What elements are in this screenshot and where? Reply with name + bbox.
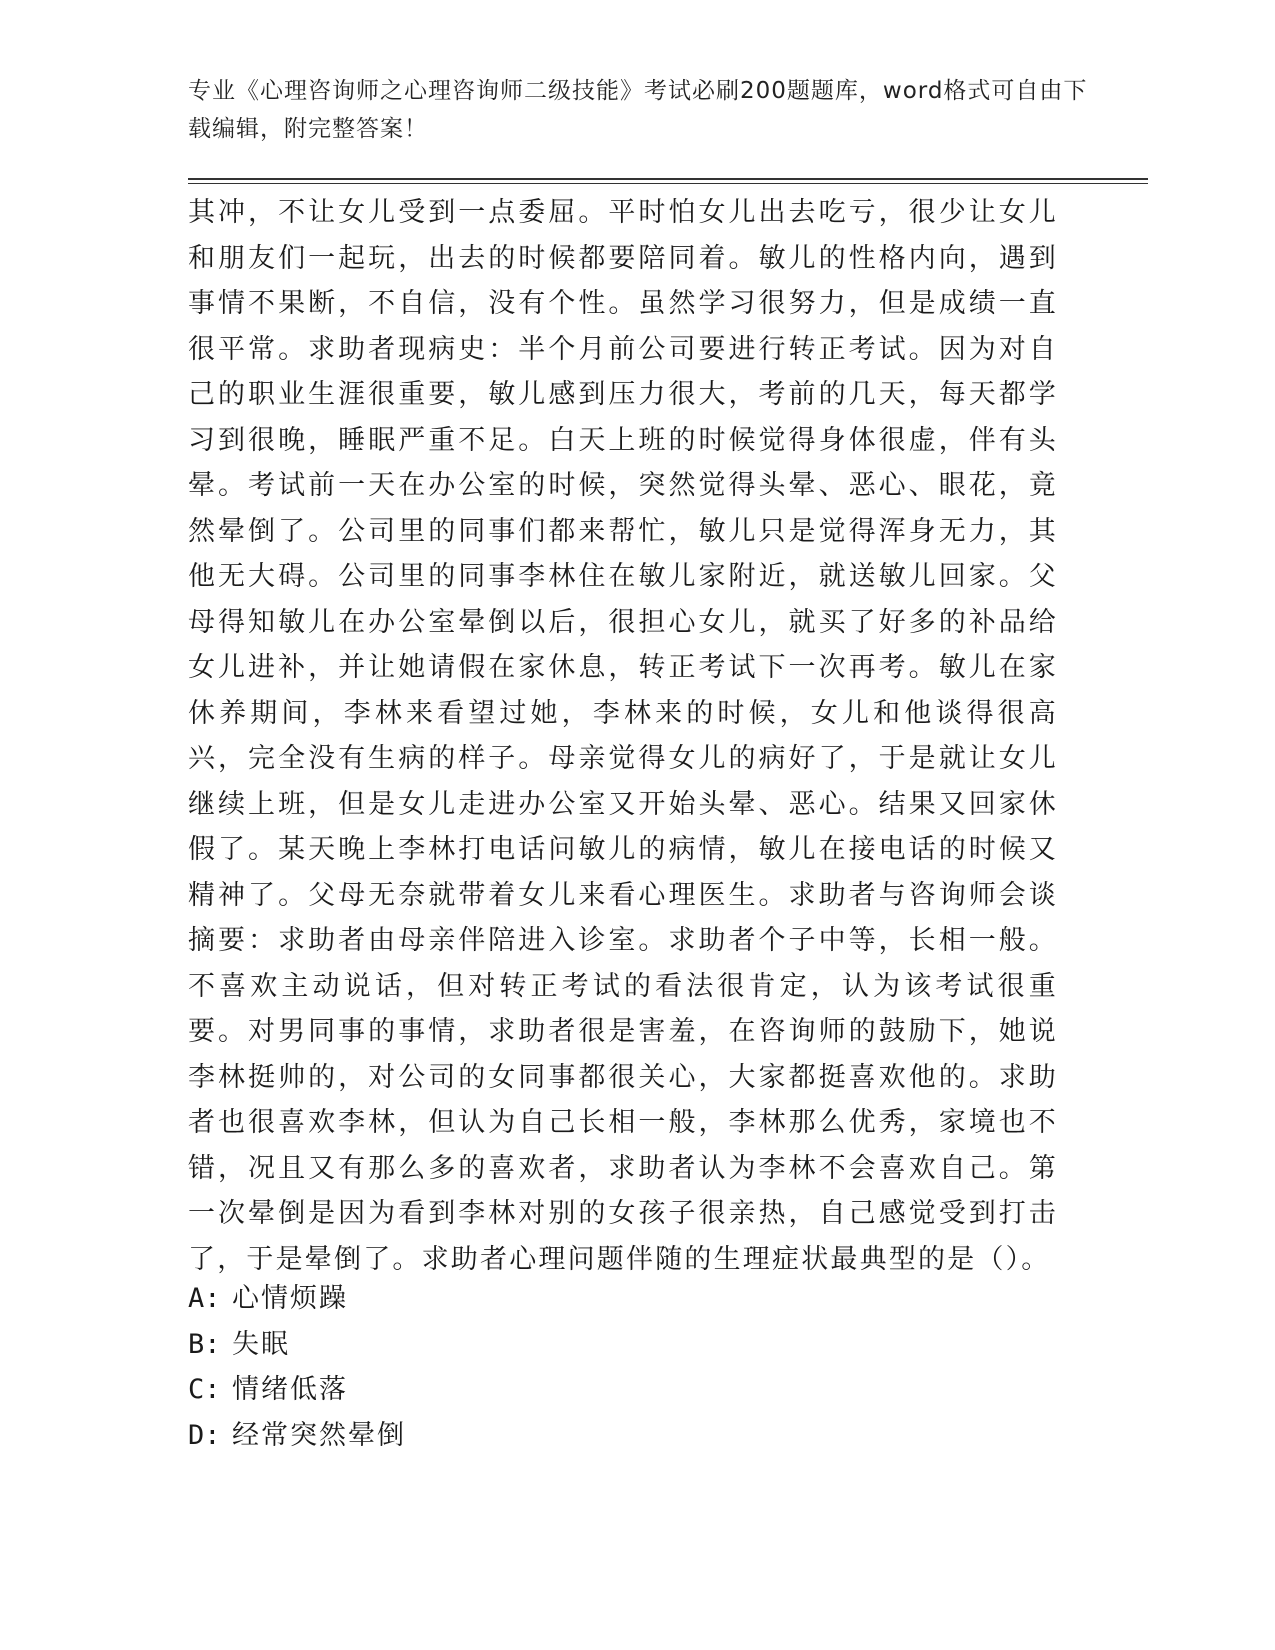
option-d: [188, 1413, 1058, 1459]
option-letter: C:: [188, 1374, 221, 1405]
option-text: 心情烦躁: [232, 1283, 348, 1314]
option-a: [188, 1276, 1058, 1322]
option-letter: B:: [188, 1328, 221, 1360]
header-rule-thin: [188, 183, 1148, 184]
question-body: 其冲，不让女儿受到一点委屈。平时怕女儿出去吃亏，很少让女儿和朋友们一起玩，出去的时候都要陪同着。敏儿的性格内向，遇到事情不果断，不自信，没有个性。虽然学习很努力，但是成绩一直很平常。求助者现病史：半个月前公司要进行转正考试。因为对自己的职业生涯很重要，敏儿感到压力很大，考前的几天，每天都学习到很晚，睡眠严重不足。白天上班的时候觉得身体很虚，伴有头晕。考试前一天在办公室的时候，突然觉得头晕、恶心、眼花，竟然晕倒了。公司里的同事们都来帮忙，敏儿只是觉得浑身无力，其他无大碍。公司里的同事李林住在敏儿家附近，就送敏儿回家。父母得知敏儿在办公室晕倒以后，很担心女儿，就买了好多的补品给女儿进补，并让她请假在家休息，转正考试下一次再考。敏儿在家休养期间，李林来看望过她，李林来的时候，女儿和他谈得很高兴，完全没有生病的样子。母亲觉得女儿的病好了，于是就让女儿继续上班，但是女儿走进办公室又开始头晕、恶心。结果又回家休假了。某天晚上李林打电话问敏儿的病情，敏儿在接电话的时候又精神了。父母无奈就带着女儿来看心理医生。求助者与咨询师会谈摘要：求助者由母亲伴陪进入诊室。求助者个子中等，长相一般。不喜欢主动说话，但对转正考试的看法很肯定，认为该考试很重要。对男同事的事情，求助者很是害羞，在咨询师的鼓励下，她说李林挺帅的，对公司的女同事都很关心，大家都挺喜欢他的。求助者也很喜欢李林，但认为自己长相一般，李林那么优秀，家境也不错，况且又有那么多的喜欢者，求助者认为李林不会喜欢自己。第一次晕倒是因为看到李林对别的女孩子很亲热，自己感觉受到打击了，于是晕倒了。求助者心理问题伴随的生理症状最典型的是（）。: [188, 197, 1058, 1275]
option-c: [188, 1367, 1058, 1413]
option-letter: A:: [188, 1283, 221, 1314]
answer-options: [188, 1276, 1058, 1458]
option-text: 失眠: [232, 1328, 290, 1360]
option-letter: D:: [188, 1419, 221, 1451]
page-header: 专业《心理咨询师之心理咨询师二级技能》考试必刷200题题库，word格式可自由下载编辑，附完整答案！: [188, 78, 1088, 142]
option-text: 经常突然晕倒: [232, 1419, 406, 1451]
header-rule-thick: [188, 178, 1148, 180]
option-text: 情绪低落: [232, 1374, 348, 1405]
option-b: [188, 1322, 1058, 1368]
